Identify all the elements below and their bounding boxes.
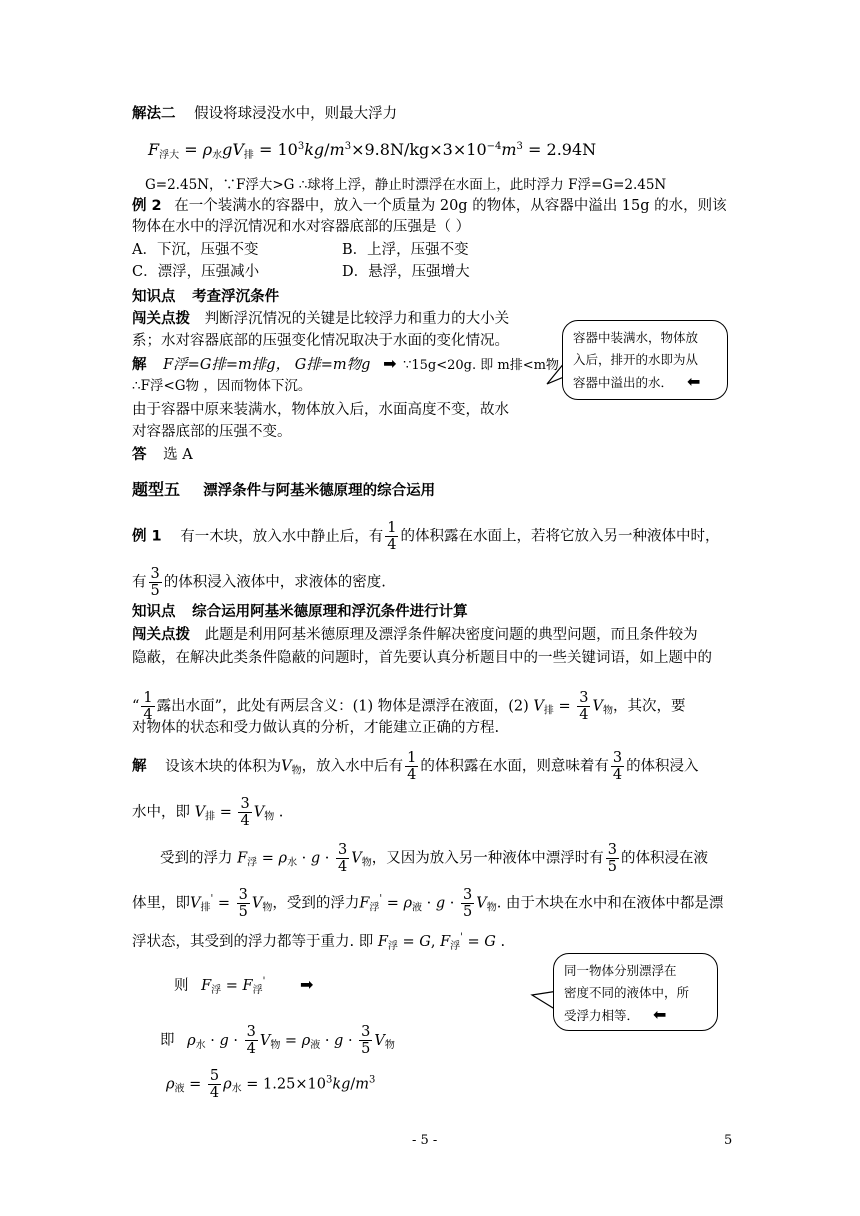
kp-text: 考查浮沉条件 <box>192 289 280 305</box>
example2-knowledge <box>132 287 279 307</box>
example1-q-c: 有 <box>132 574 147 591</box>
sol4-b: ，受到的浮力 <box>272 895 360 912</box>
hint-text-1: 判断浮沉情况的关键是比较浮力和重力的大小关 <box>204 311 510 327</box>
sol3-b: ，又因为放入另一种液体中漂浮时有 <box>371 850 604 867</box>
section5-title: 漂浮条件与阿基米德原理的综合运用 <box>203 483 436 499</box>
then-label: 则 <box>174 978 189 994</box>
option-a: A．下沉，压强不变 <box>132 242 259 258</box>
sol1-d: 的体积浸入 <box>626 758 699 775</box>
example2-q1 <box>132 196 727 216</box>
example2-q1-text: 在一个装满水的容器中，放入一个质量为 20g 的物体，从容器中溢出 15g 的水，则该 <box>174 198 727 214</box>
example1-then: 则 $F_浮 = F_浮'$ ➡ <box>174 975 314 996</box>
sol1-a: 设该木块的体积为 <box>165 758 282 775</box>
solution-label: 解 <box>132 357 147 373</box>
callout-line-3: 容器中溢出的水． <box>573 375 674 390</box>
example1-result: $\rho_液$ = $\frac{5}{4}$ $\rho_水 = 1.25\times 10^3kg/m^3$ <box>166 1068 376 1101</box>
arrow-right-icon: ➡ <box>299 975 314 994</box>
formula-part3: = 2.94N <box>528 140 597 159</box>
hint-label-2: 闯关点拨 <box>132 627 190 643</box>
hint3-quote: “ <box>132 698 140 715</box>
example1-hint2: 隐蔽，在解决此类条件隐蔽的问题时，首先要认真分析题目中的一些关键词语，如上题中的 <box>132 650 712 666</box>
callout-line-1: 容器中装满水，物体放 <box>573 330 699 345</box>
example2-q2: 物体在水中的浮沉情况和水对容器底部的压强是（ ） <box>132 219 471 235</box>
sol5-a: 浮状态，其受到的浮力都等于重力. 即 <box>132 934 374 950</box>
hint3-text: 露出水面”，此处有两层含义：(1) 物体是漂浮在液面，(2) <box>156 698 529 715</box>
callout2-line-3: 受浮力相等． <box>564 1008 640 1023</box>
option-b: B．上浮，压强不变 <box>342 242 469 258</box>
solution-label-2: 解 <box>132 758 147 775</box>
method2-formula: $F_{浮大} = \rho_水gV_排 = 10^3kg/m^3\times 9.8N/kg\times 3\times 10^{-4}m^3 = 2.94N$ <box>148 140 597 161</box>
example2-hint2: 系；水对容器底部的压强变化情况取决于水面的变化情况。 <box>132 333 509 349</box>
hint-text-2-1: 此题是利用阿基米德原理及漂浮条件解决密度问题的典型问题，而且条件较为 <box>204 627 698 643</box>
example1-ie: 即 $\rho_水 \cdot g$ · $\frac{3}{4}$ $V_物 = \rho_液 \cdot g$ · $\frac{3}{5}$ $V_物$ <box>160 1024 395 1057</box>
example1-knowledge <box>132 602 468 622</box>
example2-label: 例 2 <box>132 198 162 214</box>
example1-q-b: 的体积露在水面上，若将它放入另一种液体中时， <box>400 528 720 545</box>
arrow-left-icon: ⬅ <box>653 1005 667 1024</box>
example2-solution4: 由于容器中原来装满水，物体放入后，水面高度不变，故水 <box>132 402 509 418</box>
page-number-right: 5 <box>724 1133 733 1148</box>
example1-q-a: 有一木块，放入水中静止后，有 <box>180 528 384 545</box>
section5-heading <box>132 480 435 501</box>
sol3-c: 的体积浸在液 <box>620 850 708 867</box>
callout-line-2: 入后，排开的水即为从 <box>573 352 699 367</box>
callout-buoyancy-note <box>553 953 718 1031</box>
method2-line <box>132 104 397 124</box>
callout-overflow-note <box>562 320 728 400</box>
formula-part2: ×9.8N/kg×3×10 <box>351 140 487 159</box>
kp-text-2: 综合运用阿基米德原理和浮沉条件进行计算 <box>192 604 468 620</box>
sol1-c: 的体积露在水面，则意味着有 <box>420 758 609 775</box>
formula-part1: = 10 <box>258 140 298 159</box>
answer-label: 答 <box>132 447 147 463</box>
example1-solution5: 浮状态，其受到的浮力都等于重力. 即 $F_浮 = G$, $F_浮' = G$ . <box>132 932 506 952</box>
sol4-a: 体里，即 <box>132 895 190 912</box>
example1-solution2: 水中，即 $V_排$ = $\frac{3}{4}$ $V_物$ . <box>132 796 284 829</box>
callout2-line-1: 同一物体分别漂浮在 <box>564 963 677 978</box>
example1-solution1: 解 设该木块的体积为$V_物$，放入水中后有 $\frac{1}{4}$ 的体积露在水面，则意味着有 $\frac{3}{4}$ 的体积浸入 <box>132 750 699 783</box>
example1-q1: 例 1 有一木块，放入水中静止后，有 $\frac{1}{4}$ 的体积露在水面上，若将它放入另一种液体中时， <box>132 520 720 553</box>
example2-answer <box>132 445 193 465</box>
page-number-center: - 5 - <box>412 1133 438 1148</box>
result-value: = 1.25×10 <box>246 1076 326 1093</box>
section5-label: 题型五 <box>132 480 181 499</box>
hint3-tail: ，其次，要 <box>612 698 686 715</box>
solution-text-2: ∵15g<20g. 即 m排<m物 <box>403 358 559 373</box>
method2-text: 假设将球浸没水中，则最大浮力 <box>194 106 398 122</box>
example2-solution5: 对容器底部的压强不变。 <box>132 424 292 440</box>
arrow-left-icon: ⬅ <box>687 372 701 391</box>
option-c: C．漂浮，压强减小 <box>132 264 260 280</box>
option-d: D．悬浮，压强增大 <box>342 264 470 280</box>
example1-solution3: 受到的浮力 $F_浮 = \rho_水 \cdot g$ · $\frac{3}{4}$ $V_物$，又因为放入另一种液体中漂浮时有 $\frac{3}{5}$ 的体积浸在液 <box>160 842 708 875</box>
example1-hint3: “ $\frac{1}{4}$ 露出水面”，此处有两层含义：(1) 物体是漂浮在液面，(2) $V_排$ = $\frac{3}{4}$ $V_物$，其次，要 <box>132 690 686 723</box>
example1-q2: 有 $\frac{3}{5}$ 的体积浸入液体中，求液体的密度. <box>132 566 386 599</box>
method2-conclusion: G=2.45N，∵F浮大>G ∴球将上浮，静止时漂浮在水面上，此时浮力 F浮=G=2.45N <box>145 177 667 193</box>
method2-title: 解法二 <box>132 106 176 122</box>
callout2-line-2: 密度不同的液体中，所 <box>564 985 690 1000</box>
sol2-a: 水中，即 <box>132 804 190 821</box>
example1-label: 例 1 <box>132 528 162 545</box>
example2-hint1 <box>132 309 509 329</box>
arrow-right-icon: ➡ <box>383 354 397 373</box>
example2-solution1 <box>132 354 559 376</box>
kp-label: 知识点 <box>132 289 176 305</box>
example1-hint1 <box>132 625 698 645</box>
sol4-c: . 由于木块在水中和在液体中都是漂 <box>496 895 724 912</box>
example1-q-d: 的体积浸入液体中，求液体的密度. <box>163 574 386 591</box>
sol3-a: 受到的浮力 <box>160 850 233 867</box>
kp-label-2: 知识点 <box>132 604 176 620</box>
hint-label: 闯关点拨 <box>132 311 190 327</box>
ie-label: 即 <box>160 1032 175 1049</box>
example2-solution3: ∴F浮<G物 ，因而物体下沉。 <box>132 378 312 394</box>
example1-hint4: 对物体的状态和受力做认真的分析，才能建立正确的方程. <box>132 720 500 736</box>
answer-text: 选 A <box>163 447 193 463</box>
solution-text-1: F浮=G排=m排g， G排=m物g <box>163 357 371 373</box>
sol1-b: ，放入水中后有 <box>301 758 404 775</box>
example1-solution4: 体里，即$V_排'$ = $\frac{3}{5}$ $V_物$，受到的浮力$F_浮' = \rho_液 \cdot g$ · $\frac{3}{5}$ $V_物$. 由于木块在水中和在液体中都是漂 <box>132 887 724 920</box>
